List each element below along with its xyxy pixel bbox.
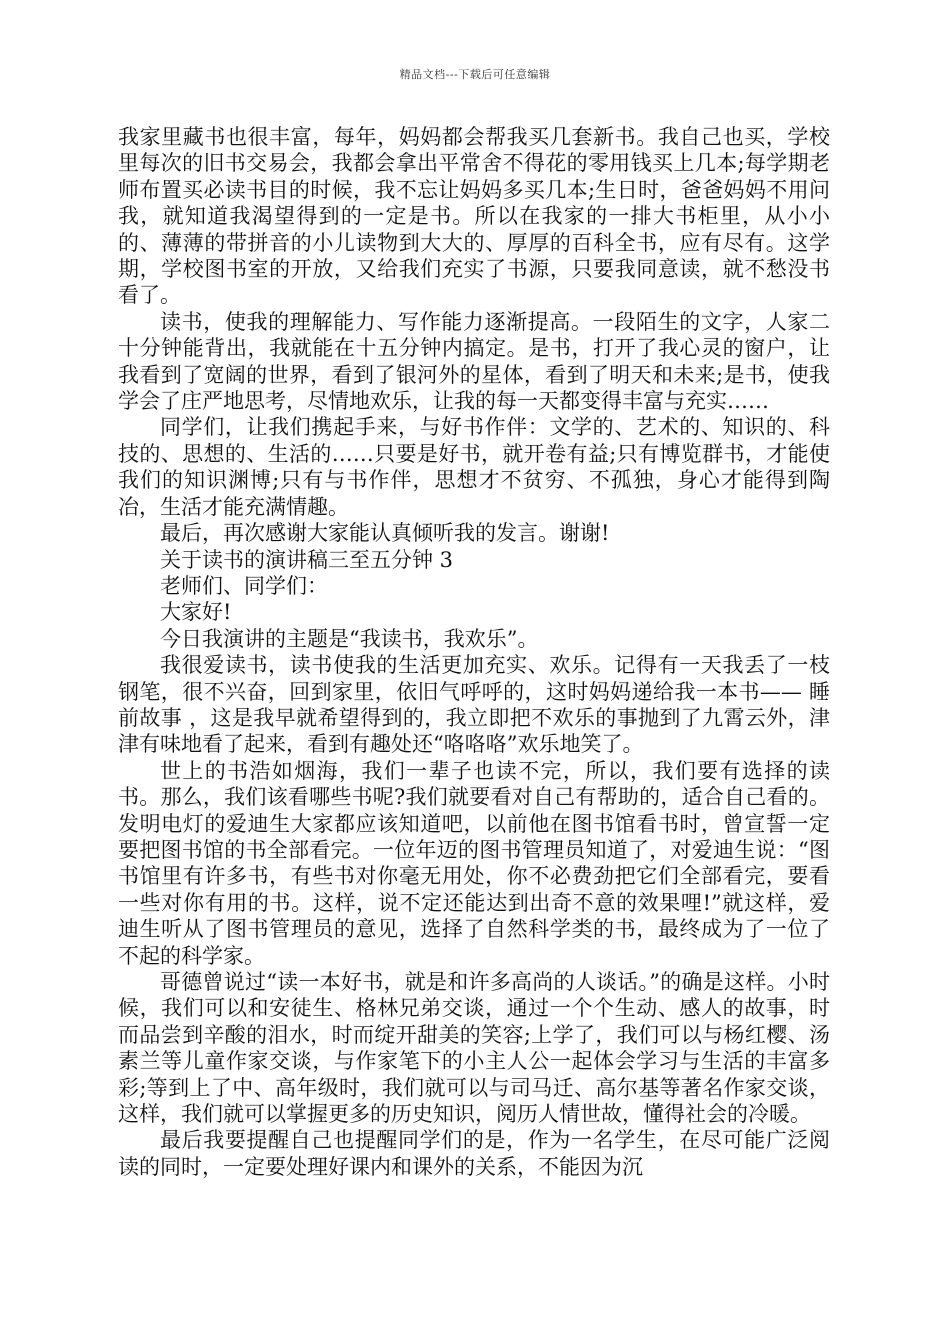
page-header: 精品文档---下载后可任意编辑 (399, 68, 551, 81)
document-body (118, 124, 830, 1180)
paragraph: 哥德曾说过“读一本好书，就是和许多高尚的人谈话。”的确是这样。小时候，我们可以和安徒生、格林兄弟交谈，通过一个个生动、感人的故事，时而品尝到辛酸的泪水，时而绽开甜美的笑容;上学了，我们可以与杨红樱、汤素兰等儿童作家交谈，与作家笔下的小主人公一起体会学习与生活的丰富多彩;等到上了中、高年级时，我们就可以与司马迁、高尔基等著名作家交谈，这样，我们就可以掌握更多的历史知识，阅历人情世故，懂得社会的冷暖。 (118, 970, 830, 1127)
greeting: 大家好! (160, 600, 232, 625)
section-title: 关于读书的演讲稿三至五分钟 3 (160, 547, 454, 572)
salutation: 老师们、同学们： (160, 573, 328, 598)
paragraph: 读书，使我的理解能力、写作能力逐渐提高。一段陌生的文字，人家二十分钟能背出，我就能在十五分钟内搞定。是书，打开了我心灵的窗户，让我看到了宽阔的世界，看到了银河外的星体，看到了明天和未来;是书，使我学会了庄严地思考，尽情地欢乐，让我的每一天都变得丰富与充实…… (118, 309, 830, 414)
paragraph: 世上的书浩如烟海，我们一辈子也读不完，所以，我们要有选择的读书。那么，我们该看哪些书呢?我们就要看对自己有帮助的，适合自己看的。发明电灯的爱迪生大家都应该知道吧，以前他在图书馆看书时，曾宣誓一定要把图书馆的书全部看完。一位年迈的图书管理员知道了，对爱迪生说：“图书馆里有许多书，有些书对你毫无用处，你不必费劲把它们全部看完，要看一些对你有用的书。这样，说不定还能达到出奇不意的效果哩!”就这样，爱迪生听从了图书管理员的意见，选择了自然科学类的书，最终成为了一位了不起的科学家。 (118, 758, 830, 968)
paragraph: 同学们，让我们携起手来，与好书作伴：文学的、艺术的、知识的、科技的、思想的、生活的……只要是好书，就开卷有益;只有博览群书，才能使我们的知识渊博;只有与书作伴，思想才不贫穷、不孤独，身心才能得到陶冶，生活才能充满情趣。 (118, 415, 830, 519)
paragraph: 最后我要提醒自己也提醒同学们的是，作为一名学生，在尽可能广泛阅读的同时，一定要处理好课内和课外的关系，不能因为沉 (118, 1128, 830, 1179)
paragraph: 我家里藏书也很丰富，每年，妈妈都会帮我买几套新书。我自己也买，学校里每次的旧书交易会，我都会拿出平常舍不得花的零用钱买上几本;每学期老师布置买必读书目的时候，我不忘让妈妈多买几本;生日时，爸爸妈妈不用问我，就知道我渴望得到的一定是书。所以在我家的一排大书柜里，从小小的、薄薄的带拼音的小儿读物到大大的、厚厚的百科全书，应有尽有。这学期，学校图书室的开放，又给我们充实了书源，只要我同意读，就不愁没书看了。 (118, 125, 830, 308)
paragraph: 今日我演讲的主题是“我读书，我欢乐”。 (160, 626, 539, 651)
paragraph: 我很爱读书，读书使我的生活更加充实、欢乐。记得有一天我丢了一枝钢笔，很不兴奋，回到家里，依旧气呼呼的，这时妈妈递给我一本书—— 睡前故事 ，这是我早就希望得到的，我立即把不欢乐的事抛到了九霄云外，津津有味地看了起来，看到有趣处还“咯咯咯”欢乐地笑了。 (118, 653, 830, 757)
paragraph: 最后，再次感谢大家能认真倾听我的发言。谢谢! (160, 521, 610, 546)
